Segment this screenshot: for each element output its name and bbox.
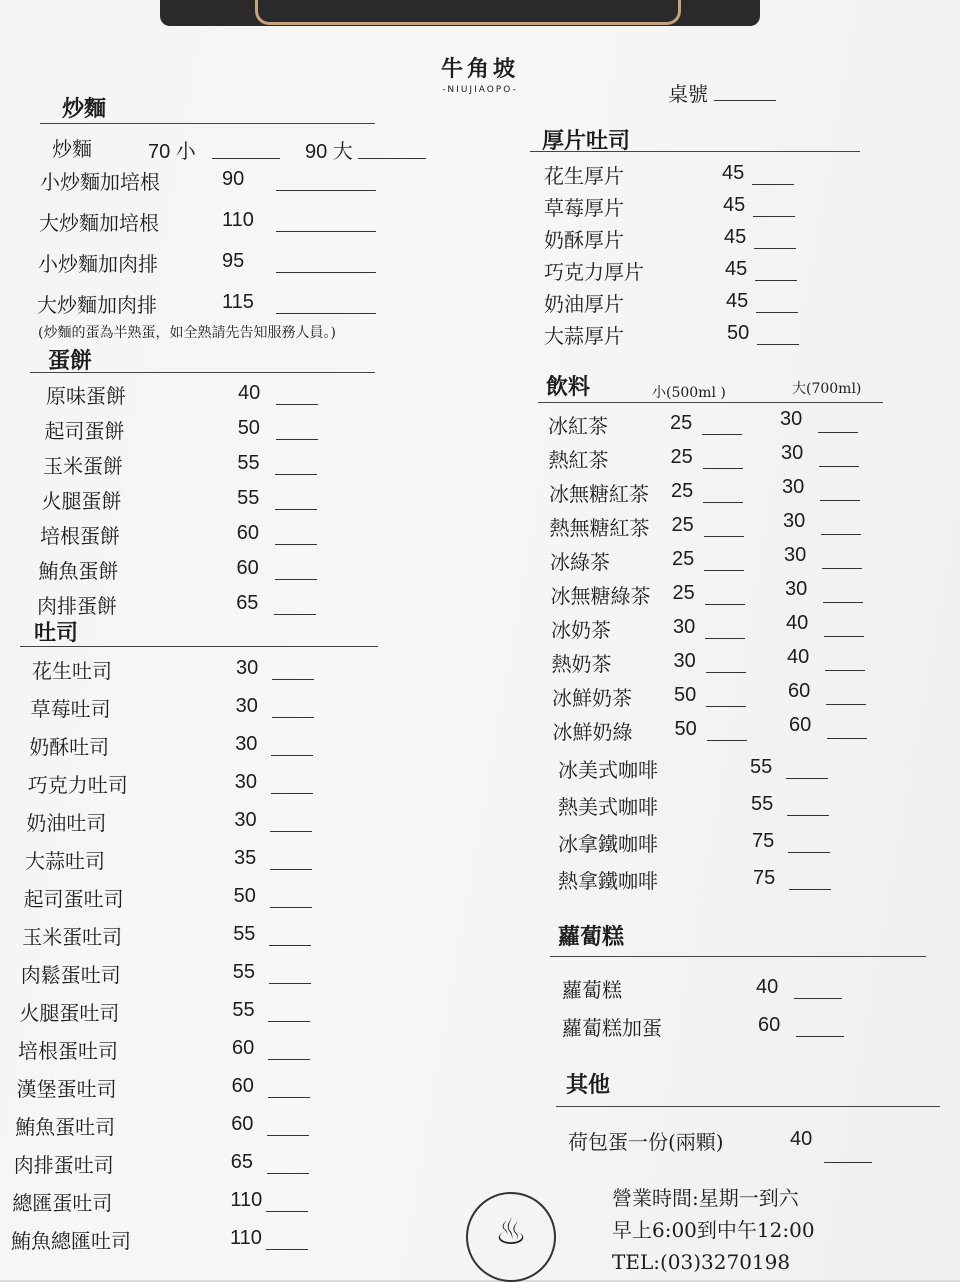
order-blank[interactable] <box>704 536 744 537</box>
menu-item-price: 30 <box>234 771 258 793</box>
order-blank[interactable] <box>270 869 312 870</box>
menu-item-name: 玉米蛋吐司 <box>22 925 123 949</box>
menu-item-name: 小炒麵加肉排 <box>38 252 158 276</box>
order-blank[interactable] <box>818 432 858 433</box>
menu-item-price: 65 <box>230 1151 254 1173</box>
section-danbing-title: 蛋餅 <box>48 349 93 374</box>
menu-item-price: 60 <box>236 557 259 579</box>
order-blank[interactable] <box>824 636 864 637</box>
section-houpian-title: 厚片吐司 <box>542 129 631 154</box>
order-blank[interactable] <box>823 602 863 603</box>
order-blank[interactable] <box>757 344 799 345</box>
menu-item-price: 30 <box>234 809 257 831</box>
menu-item-price: 35 <box>234 847 257 869</box>
menu-item-price: 55 <box>751 793 774 815</box>
section-chaomian-title: 炒麵 <box>62 97 107 122</box>
order-blank[interactable] <box>275 579 317 580</box>
menu-item-name: 奶油厚片 <box>544 292 624 316</box>
order-blank[interactable] <box>820 500 860 501</box>
order-blank[interactable] <box>705 604 745 605</box>
menu-item-name: 熱美式咖啡 <box>558 795 658 819</box>
drink-item-name: 冰無糖紅茶 <box>549 482 649 506</box>
drinks-large-header: 大(700ml) <box>792 381 862 397</box>
order-blank[interactable] <box>819 466 859 467</box>
order-blank[interactable] <box>822 568 862 569</box>
order-blank[interactable] <box>754 248 796 249</box>
order-blank[interactable] <box>786 778 828 779</box>
menu-item-name: 鮪魚蛋吐司 <box>15 1115 116 1139</box>
menu-item-name: 漢堡蛋吐司 <box>16 1077 117 1101</box>
phone-number: TEL:(03)3270198 <box>612 1250 791 1274</box>
menu-item-name: 總匯蛋吐司 <box>12 1191 113 1215</box>
order-blank[interactable] <box>703 468 743 469</box>
drink-large-price: 30 <box>783 510 806 532</box>
order-blank[interactable] <box>275 474 317 475</box>
menu-item-name: 巧克力吐司 <box>27 773 128 797</box>
menu-item-name: 蘿蔔糕加蛋 <box>562 1016 662 1040</box>
menu-item-price: 60 <box>232 1037 255 1059</box>
order-blank[interactable] <box>752 184 794 185</box>
table-number-field[interactable] <box>668 78 776 107</box>
drink-item-name: 冰綠茶 <box>550 550 610 574</box>
menu-item-name: 荷包蛋一份(兩顆) <box>568 1130 724 1154</box>
hours-label: 營業時間:星期一到六 <box>612 1186 799 1210</box>
order-blank[interactable] <box>267 1135 309 1136</box>
order-blank[interactable] <box>789 889 831 890</box>
drink-small-price: 25 <box>672 582 695 604</box>
menu-item-price: 75 <box>753 867 776 889</box>
menu-item-name: 肉排蛋餅 <box>37 594 117 618</box>
menu-item-name: 培根蛋吐司 <box>18 1039 118 1063</box>
menu-item-price: 55 <box>750 756 773 778</box>
drink-small-price: 30 <box>673 616 696 638</box>
order-blank[interactable] <box>274 614 316 615</box>
order-blank[interactable] <box>755 280 797 281</box>
menu-item-name: 蘿蔔糕 <box>562 978 622 1002</box>
brand-name-en: -NIUJIAOPO- <box>442 85 518 95</box>
menu-item-name: 冰拿鐵咖啡 <box>558 832 658 856</box>
menu-item-name: 培根蛋餅 <box>40 524 120 548</box>
drink-item-name: 冰鮮奶茶 <box>552 686 632 710</box>
menu-item-name: 肉鬆蛋吐司 <box>20 963 121 987</box>
menu-item-name: 奶酥吐司 <box>29 735 110 759</box>
order-blank[interactable] <box>276 439 318 440</box>
menu-item-price: 55 <box>237 452 260 474</box>
drink-item-name: 冰鮮奶綠 <box>552 720 633 744</box>
drink-large-price: 60 <box>788 680 811 702</box>
order-blank[interactable] <box>272 679 314 680</box>
order-blank[interactable] <box>266 1249 308 1250</box>
menu-item-price: 55 <box>233 923 256 945</box>
clipboard-clip <box>160 0 760 26</box>
menu-item-name: 熱拿鐵咖啡 <box>558 869 658 893</box>
order-blank[interactable] <box>267 1173 309 1174</box>
menu-item-price: 45 <box>723 194 746 216</box>
order-blank[interactable] <box>788 852 830 853</box>
order-blank[interactable] <box>753 216 795 217</box>
order-blank[interactable] <box>272 717 314 718</box>
order-blank[interactable] <box>276 272 376 273</box>
menu-item-price: 45 <box>724 226 747 248</box>
order-blank[interactable] <box>276 404 318 405</box>
menu-item-name: 鮪魚蛋餅 <box>38 559 119 583</box>
drink-item-name: 熱無糖紅茶 <box>549 516 650 540</box>
menu-item-price: 40 <box>756 976 779 998</box>
order-blank[interactable] <box>270 907 312 908</box>
drink-small-price: 30 <box>673 650 696 672</box>
menu-item-price: 55 <box>237 487 260 509</box>
order-blank[interactable] <box>705 638 745 639</box>
menu-item-name: 大炒麵加培根 <box>39 211 159 235</box>
order-blank[interactable] <box>706 672 746 673</box>
menu-item-price: 55 <box>232 961 256 983</box>
drink-large-price: 30 <box>782 476 805 498</box>
menu-item-name: 花生厚片 <box>544 164 624 188</box>
drink-large-price: 30 <box>785 578 808 600</box>
brand-name: 牛角坡 <box>440 57 519 82</box>
menu-item-name: 大炒麵加肉排 <box>37 293 157 317</box>
menu-item-name: 起司蛋吐司 <box>23 887 124 911</box>
drink-small-price: 25 <box>670 446 693 468</box>
drink-small-price: 25 <box>670 412 693 434</box>
menu-item-name: 起司蛋餅 <box>44 419 125 443</box>
menu-item-price: 45 <box>725 258 748 280</box>
order-blank[interactable] <box>269 983 311 984</box>
order-blank[interactable] <box>796 1036 844 1037</box>
hours-time: 早上6:00到中午12:00 <box>612 1218 815 1242</box>
menu-item-name: 鮪魚總匯吐司 <box>11 1229 131 1253</box>
order-blank[interactable] <box>702 434 742 435</box>
menu-item-name: 草莓厚片 <box>544 196 624 220</box>
drink-item-name: 冰奶茶 <box>551 618 611 642</box>
menu-item-name: 大蒜吐司 <box>25 849 105 873</box>
order-blank[interactable] <box>269 945 311 946</box>
order-blank[interactable] <box>358 158 426 159</box>
drinks-small-header: 小(500ml ) <box>652 385 726 401</box>
shop-logo-icon: ♨ <box>466 1192 556 1282</box>
order-blank[interactable] <box>275 509 317 510</box>
menu-item-name: 原味蛋餅 <box>46 384 126 408</box>
order-blank[interactable] <box>707 740 747 741</box>
menu-item-name: 巧克力厚片 <box>544 260 644 284</box>
order-blank[interactable] <box>268 1059 310 1060</box>
menu-item-name: 草莓吐司 <box>30 697 111 721</box>
menu-item-name: 花生吐司 <box>32 659 112 683</box>
order-blank[interactable] <box>756 312 798 313</box>
order-blank[interactable] <box>266 1211 308 1212</box>
menu-item-price: 75 <box>752 830 775 852</box>
order-blank[interactable] <box>787 815 829 816</box>
chaomian-main-label: 炒麵 <box>52 137 92 161</box>
order-blank[interactable] <box>825 670 865 671</box>
drink-small-price: 50 <box>674 718 697 740</box>
menu-item-name: 大蒜厚片 <box>544 324 624 348</box>
drink-item-name: 熱紅茶 <box>548 448 609 472</box>
drink-small-price: 50 <box>674 684 697 706</box>
menu-item-price: 45 <box>726 290 749 312</box>
order-blank[interactable] <box>271 755 313 756</box>
section-luobogao-title: 蘿蔔糕 <box>558 925 625 950</box>
drink-small-price: 25 <box>671 480 694 502</box>
menu-item-price: 50 <box>237 417 260 439</box>
menu-item-price: 65 <box>236 592 259 614</box>
drink-large-price: 30 <box>784 544 807 566</box>
menu-item-name: 火腿蛋吐司 <box>19 1001 120 1025</box>
section-tusi-title: 吐司 <box>34 621 79 646</box>
menu-item-price: 60 <box>231 1075 254 1097</box>
order-blank[interactable] <box>270 831 312 832</box>
order-blank[interactable] <box>276 313 376 314</box>
menu-item-price: 95 <box>222 250 245 272</box>
menu-item-name: 奶酥厚片 <box>544 228 624 252</box>
order-blank[interactable] <box>706 706 746 707</box>
drink-small-price: 25 <box>671 514 694 536</box>
drink-item-name: 冰紅茶 <box>548 414 608 438</box>
drink-large-price: 60 <box>789 714 812 736</box>
menu-item-price: 30 <box>236 657 259 679</box>
order-blank[interactable] <box>704 570 744 571</box>
menu-item-name: 冰美式咖啡 <box>558 758 658 782</box>
business-hours <box>612 1182 815 1278</box>
menu-item-price: 60 <box>231 1113 254 1135</box>
menu-item-price: 115 <box>222 291 254 313</box>
menu-item-price: 60 <box>758 1014 781 1036</box>
menu-item-price: 110 <box>230 1227 262 1249</box>
order-blank[interactable] <box>268 1097 310 1098</box>
menu-item-price: 50 <box>233 885 256 907</box>
drink-item-name: 熱奶茶 <box>551 652 612 676</box>
order-blank[interactable] <box>275 544 317 545</box>
order-blank[interactable] <box>276 231 376 232</box>
menu-item-name: 肉排蛋吐司 <box>13 1153 114 1177</box>
menu-item-price: 45 <box>722 162 745 184</box>
drink-item-name: 冰無糖綠茶 <box>550 584 651 608</box>
section-others-title: 其他 <box>566 1073 611 1098</box>
order-blank[interactable] <box>271 793 313 794</box>
drink-large-price: 40 <box>786 612 809 634</box>
menu-item-price: 60 <box>236 522 260 544</box>
menu-item-price: 30 <box>235 733 258 755</box>
order-blank[interactable] <box>703 502 743 503</box>
menu-item-name: 火腿蛋餅 <box>41 489 122 513</box>
order-blank[interactable] <box>824 1162 872 1163</box>
menu-item-name: 玉米蛋餅 <box>43 454 123 478</box>
menu-item-price: 110 <box>222 209 254 231</box>
menu-item-price: 30 <box>235 695 258 717</box>
drink-large-price: 30 <box>780 408 803 430</box>
drink-large-price: 30 <box>781 442 804 464</box>
menu-item-price: 40 <box>790 1128 813 1150</box>
section-drinks-title: 飲料 <box>546 375 591 400</box>
menu-item-price: 50 <box>727 322 750 344</box>
order-blank[interactable] <box>276 190 376 191</box>
order-blank[interactable] <box>821 534 861 535</box>
menu-item-name: 小炒麵加培根 <box>40 170 160 194</box>
menu-item-name: 奶油吐司 <box>26 811 107 835</box>
menu-item-price: 110 <box>230 1189 263 1211</box>
chaomian-small-price: 70 小 <box>148 141 196 163</box>
menu-item-price: 55 <box>232 999 255 1021</box>
menu-item-price: 40 <box>238 382 261 404</box>
drink-large-price: 40 <box>787 646 810 668</box>
chaomian-large-price: 90 大 <box>305 141 353 163</box>
order-blank[interactable] <box>827 738 867 739</box>
order-blank[interactable] <box>212 158 280 159</box>
order-blank[interactable] <box>268 1021 310 1022</box>
drink-small-price: 25 <box>672 548 695 570</box>
brand-logo-text <box>400 52 560 95</box>
menu-item-price: 90 <box>222 168 245 190</box>
chaomian-note: (炒麵的蛋為半熟蛋，如全熟請先告知服務人員。) <box>38 325 336 341</box>
order-blank[interactable] <box>794 998 842 999</box>
order-blank[interactable] <box>826 704 866 705</box>
table-number-label: 桌號 <box>668 82 708 106</box>
